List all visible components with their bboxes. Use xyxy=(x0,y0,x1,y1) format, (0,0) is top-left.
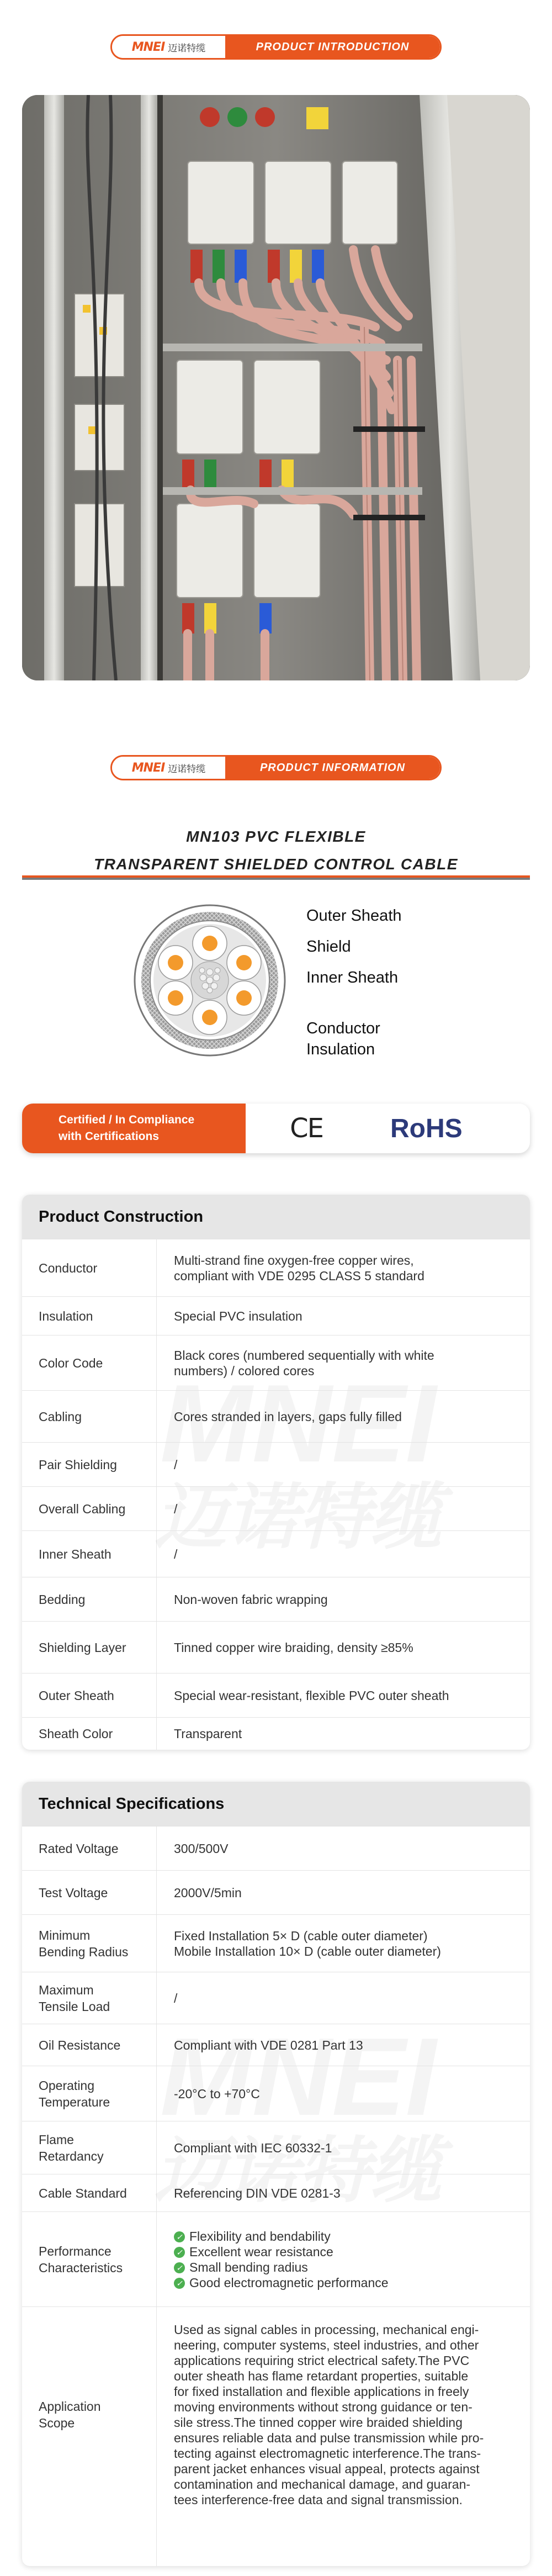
table-row xyxy=(22,1673,530,1717)
row-value: 2000V/5min xyxy=(174,1885,242,1900)
product-title xyxy=(22,823,530,878)
row-key: Performance Characteristics xyxy=(39,2244,123,2275)
row-key: Shielding Layer xyxy=(39,1640,126,1655)
row-key: Operating Temperature xyxy=(39,2078,110,2109)
specifications-table xyxy=(22,1782,530,2566)
row-key: Application Scope xyxy=(39,2399,101,2430)
product-title-line2: TRANSPARENT SHIELDED CONTROL CABLE xyxy=(94,856,458,873)
cabinet-photo xyxy=(22,95,530,680)
check-icon: ✓ xyxy=(174,2262,185,2273)
cert-caption-line1: Certified / In Compliance xyxy=(59,1113,195,1126)
row-key: Sheath Color xyxy=(39,1726,113,1741)
logo-chinese: 迈诺特缆 xyxy=(168,763,206,775)
row-key: Color Code xyxy=(39,1355,103,1370)
row-key: Conductor xyxy=(39,1260,98,1275)
row-value: Special PVC insulation xyxy=(174,1308,302,1323)
table-row xyxy=(22,1486,530,1530)
table-row xyxy=(22,1717,530,1749)
row-key: Cabling xyxy=(39,1409,82,1424)
list-item: ✓ Good electromagnetic performance xyxy=(174,2275,389,2290)
row-key: Insulation xyxy=(39,1308,93,1323)
row-value: / xyxy=(174,1501,178,1516)
section-header-introduction xyxy=(110,34,442,60)
row-key: Minimum Bending Radius xyxy=(39,1928,129,1959)
label-shield: Shield xyxy=(306,938,351,956)
cable-cross-section xyxy=(0,900,552,1060)
row-value: Non-woven fabric wrapping xyxy=(174,1592,328,1607)
row-value: / xyxy=(174,1991,178,2005)
table-row xyxy=(22,1442,530,1486)
construction-table-title: Product Construction xyxy=(22,1195,530,1239)
row-key: Flame Retardancy xyxy=(39,2132,104,2163)
table-row xyxy=(22,1826,530,1870)
rohs-mark: RoHS xyxy=(390,1113,463,1143)
row-value: Transparent xyxy=(174,1726,242,1741)
table-row xyxy=(22,1239,530,1296)
row-key: Bedding xyxy=(39,1592,86,1607)
cert-caption-line2: with Certifications xyxy=(59,1130,160,1143)
row-value: 300/500V xyxy=(174,1841,229,1856)
label-inner-sheath: Inner Sheath xyxy=(306,969,399,986)
title-underline xyxy=(22,875,530,880)
table-row xyxy=(22,1296,530,1335)
logo-wordmark: MNEI xyxy=(131,40,165,54)
row-value: Black cores (numbered sequentially with white numbers) / colored cores xyxy=(174,1348,434,1378)
row-value: Tinned copper wire braiding, density ≥85% xyxy=(174,1640,413,1655)
logo-chinese: 迈诺特缆 xyxy=(168,43,206,54)
row-key: Cable Standard xyxy=(39,2186,127,2200)
cross-section-diagram xyxy=(0,900,552,1060)
table-row xyxy=(22,1870,530,1914)
row-value: -20°C to +70°C xyxy=(174,2086,260,2101)
row-key: Maximum Tensile Load xyxy=(39,1982,110,2014)
table-row xyxy=(22,2024,530,2066)
ce-mark: CE xyxy=(290,1113,323,1144)
cabinet-illustration xyxy=(22,95,530,680)
row-key: Test Voltage xyxy=(39,1885,108,1900)
list-item: ✓ Flexibility and bendability xyxy=(174,2229,389,2244)
row-value: Cores stranded in layers, gaps fully filled xyxy=(174,1409,402,1424)
section-tag: PRODUCT INFORMATION xyxy=(225,757,440,779)
construction-table xyxy=(22,1195,530,1750)
row-value: Referencing DIN VDE 0281-3 xyxy=(174,2186,341,2200)
table-row xyxy=(22,2174,530,2211)
list-item: ✓ Small bending radius xyxy=(174,2260,389,2275)
label-insulation: Insulation xyxy=(306,1041,375,1058)
row-key: Outer Sheath xyxy=(39,1688,114,1703)
row-value: Compliant with IEC 60332-1 xyxy=(174,2140,332,2155)
performance-list xyxy=(157,2212,530,2306)
row-value: Multi-strand fine oxygen-free copper wires, compliant with VDE 0295 CLASS 5 standard xyxy=(174,1253,424,1283)
check-icon: ✓ xyxy=(174,2231,185,2242)
row-value: Fixed Installation 5× D (cable outer diameter) Mobile Installation 10× D (cable outer diameter) xyxy=(174,1928,441,1959)
logo-wordmark: MNEI xyxy=(131,761,165,775)
row-key: Pair Shielding xyxy=(39,1457,117,1472)
row-value: / xyxy=(174,1457,178,1472)
table-row xyxy=(22,1621,530,1673)
section-header-information xyxy=(110,755,442,780)
row-value: Special wear-resistant, flexible PVC outer sheath xyxy=(174,1688,449,1703)
product-title-line1: MN103 PVC FLEXIBLE xyxy=(186,828,366,845)
table-row xyxy=(22,1530,530,1577)
table-row xyxy=(22,1390,530,1442)
table-row xyxy=(22,2066,530,2121)
table-row-scope xyxy=(22,2306,530,2522)
row-key: Rated Voltage xyxy=(39,1841,119,1856)
certification-bar xyxy=(22,1104,530,1153)
table-row xyxy=(22,1577,530,1621)
table-row xyxy=(22,1335,530,1390)
list-item: ✓ Excellent wear resistance xyxy=(174,2244,389,2260)
check-icon: ✓ xyxy=(174,2247,185,2258)
section-tag: PRODUCT INTRODUCTION xyxy=(225,36,440,58)
row-key: Overall Cabling xyxy=(39,1501,126,1516)
table-row xyxy=(22,1972,530,2024)
row-key: Oil Resistance xyxy=(39,2037,121,2052)
application-scope-text: Used as signal cables in processing, mechanical engi- neering, computer systems, steel industries, and other applications requiring strict electrical safety.The PVC outer sheath has flame retardant properties, suitable for fixed installation and flexible applications in freely moving environments without strong guidance or ten- sile stress.The tinned copper wire braided shielding ensures reliable data and pulse transmission while pro- tecting against electromagnetic interference.The trans- parent jacket enhances visual appeal, protects against contamination and mechanical damage, and guaran- tees interference-free data and signal transmission. xyxy=(174,2322,484,2507)
table-row xyxy=(22,1914,530,1972)
table-row-performance xyxy=(22,2211,530,2306)
check-icon: ✓ xyxy=(174,2278,185,2289)
brand-logo-2 xyxy=(112,757,225,779)
cert-caption xyxy=(22,1104,246,1153)
row-value: Compliant with VDE 0281 Part 13 xyxy=(174,2037,363,2052)
specifications-table-title: Technical Specifications xyxy=(22,1782,530,1826)
label-outer-sheath: Outer Sheath xyxy=(306,907,402,925)
table-row xyxy=(22,2121,530,2174)
row-value: / xyxy=(174,1546,178,1561)
brand-logo xyxy=(112,36,225,58)
row-key: Inner Sheath xyxy=(39,1546,112,1561)
label-conductor: Conductor xyxy=(306,1020,380,1037)
